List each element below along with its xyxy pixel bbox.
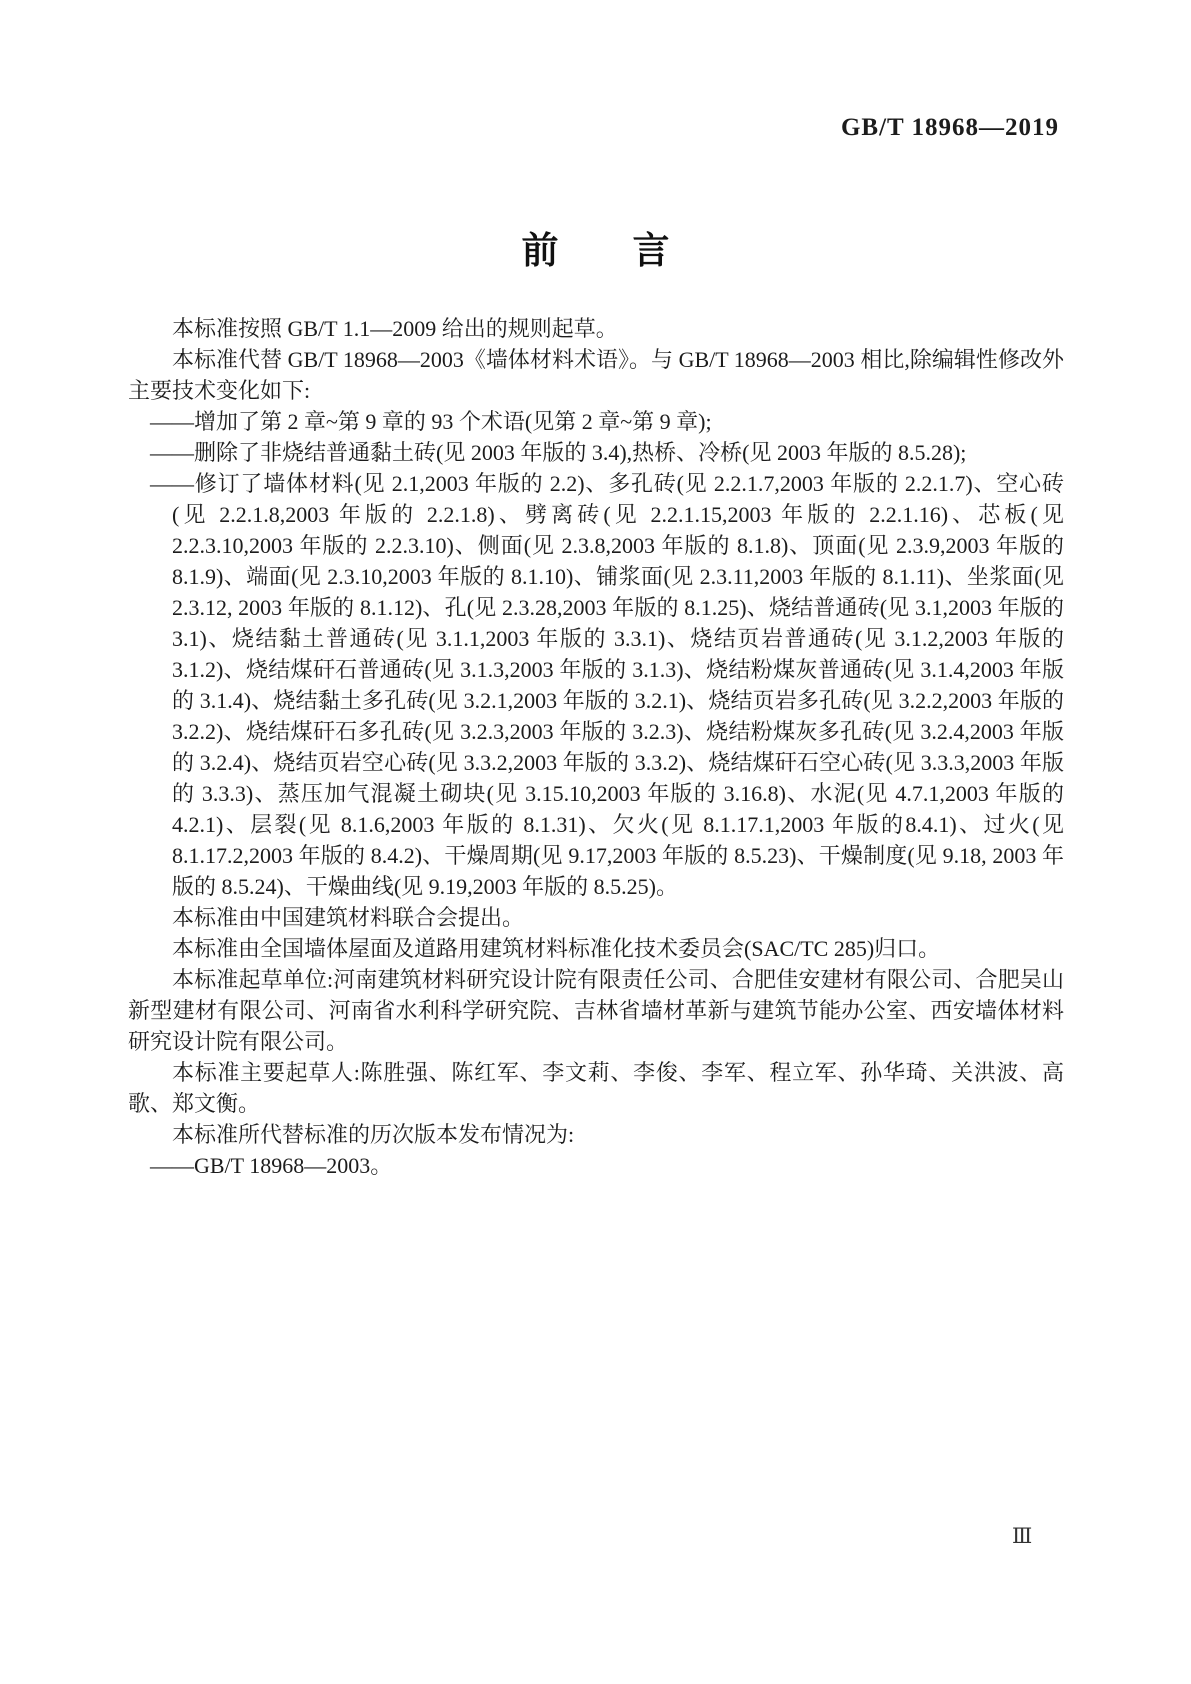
dash-item-text: GB/T 18968—2003。 [194, 1153, 393, 1178]
dash-marker: —— [150, 409, 194, 434]
foreword-dash-item [150, 468, 1064, 902]
dash-item-text: 修订了墙体材料(见 2.1,2003 年版的 2.2)、多孔砖(见 2.2.1.7,2003 年版的 2.2.1.7)、空心砖(见 2.2.1.8,2003 年版的 2.2.1.8)、劈离砖(见 2.2.1.15,2003 年版的 2.2.1.16)、芯板(见 2.2.3.10,2003 年版的 2.2.3.10)、侧面(见 2.3.8,2003 年版的 8.1.8)、顶面(见 2.3.9,2003 年版的 8.1.9)、端面(见 2.3.10,2003 年版的 8.1.10)、铺浆面(见 2.3.11,2003 年版的 8.1.11)、坐浆面(见 2.3.12, 2003 年版的 8.1.12)、孔(见 2.3.28,2003 年版的 8.1.25)、烧结普通砖(见 3.1,2003 年版的 3.1)、烧结黏土普通砖(见 3.1.1,2003 年版的 3.3.1)、烧结页岩普通砖(见 3.1.2,2003 年版的 3.1.2)、烧结煤矸石普通砖(见 3.1.3,2003 年版的 3.1.3)、烧结粉煤灰普通砖(见 3.1.4,2003 年版的 3.1.4)、烧结黏土多孔砖(见 3.2.1,2003 年版的 3.2.1)、烧结页岩多孔砖(见 3.2.2,2003 年版的 3.2.2)、烧结煤矸石多孔砖(见 3.2.3,2003 年版的 3.2.3)、烧结粉煤灰多孔砖(见 3.2.4,2003 年版的 3.2.4)、烧结页岩空心砖(见 3.3.2,2003 年版的 3.3.2)、烧结煤矸石空心砖(见 3.3.3,2003 年版的 3.3.3)、蒸压加气混凝土砌块(见 3.15.10,2003 年版的 3.16.8)、水泥(见 4.7.1,2003 年版的 4.2.1)、层裂(见 8.1.6,2003 年版的 8.1.31)、欠火(见 8.1.17.1,2003 年版的8.4.1)、过火(见 8.1.17.2,2003 年版的 8.4.2)、干燥周期(见 9.17,2003 年版的 8.5.23)、干燥制度(见 9.18, 2003 年版的 8.5.24)、干燥曲线(见 9.19,2003 年版的 8.5.25)。 [172, 471, 1064, 899]
foreword-dash-item [150, 437, 1064, 468]
foreword-paragraph: 本标准由全国墙体屋面及道路用建筑材料标准化技术委员会(SAC/TC 285)归口。 [172, 936, 941, 961]
foreword-paragraph: 本标准起草单位:河南建筑材料研究设计院有限责任公司、合肥佳安建材有限公司、合肥吴山新型建材有限公司、河南省水利科学研究院、吉林省墙材革新与建筑节能办公室、西安墙体材料研究设计院有限公司。 [128, 967, 1064, 1054]
dash-marker: —— [150, 1153, 194, 1178]
foreword-dash-item [150, 1150, 1064, 1181]
foreword-body [128, 313, 1064, 1181]
page-title: 前 言 [521, 230, 670, 271]
foreword-paragraph: 本标准主要起草人:陈胜强、陈红军、李文莉、李俊、李军、程立军、孙华琦、关洪波、高歌、郑文衡。 [128, 1060, 1064, 1116]
foreword-dash-item [150, 406, 1064, 437]
foreword-paragraph: 本标准所代替标准的历次版本发布情况为: [172, 1122, 575, 1147]
dash-marker: —— [150, 440, 194, 465]
dash-item-text: 增加了第 2 章~第 9 章的 93 个术语(见第 2 章~第 9 章); [194, 409, 712, 434]
foreword-paragraph: 本标准代替 GB/T 18968—2003《墙体材料术语》。与 GB/T 18968—2003 相比,除编辑性修改外主要技术变化如下: [128, 347, 1064, 403]
dash-marker: —— [150, 471, 194, 496]
foreword-paragraph: 本标准由中国建筑材料联合会提出。 [172, 905, 525, 930]
page-number: Ⅲ [1012, 1524, 1033, 1548]
foreword-paragraph: 本标准按照 GB/T 1.1—2009 给出的规则起草。 [172, 316, 618, 341]
dash-item-text: 删除了非烧结普通黏土砖(见 2003 年版的 3.4),热桥、冷桥(见 2003 年版的 8.5.28); [194, 440, 967, 465]
standard-code: GB/T 18968—2019 [840, 114, 1059, 141]
